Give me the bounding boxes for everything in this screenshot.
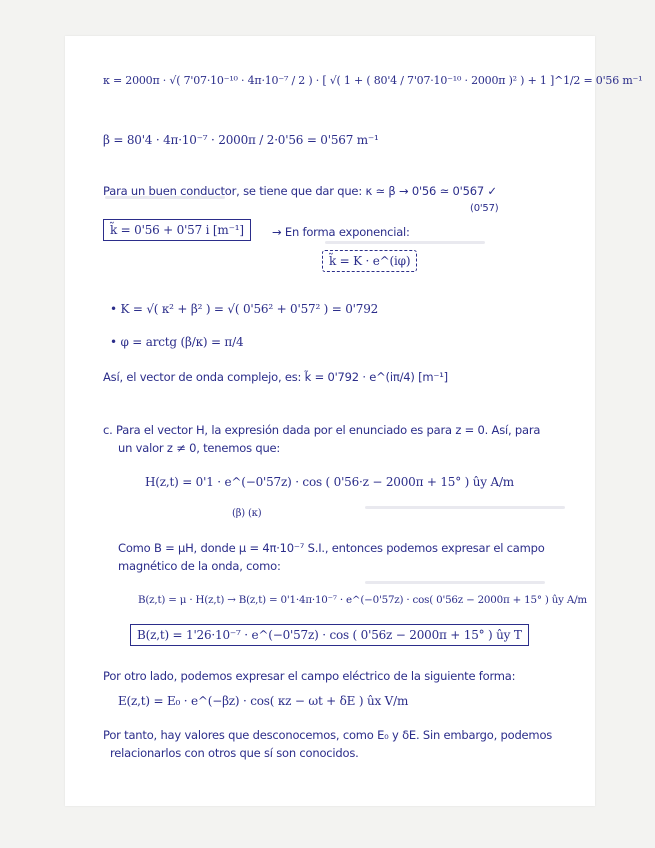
equation-H-field: H(z,t) = 0'1 · e^(−0'57z) · cos ( 0'56·z − 2000π + 15° ) ûy A/m	[145, 475, 514, 489]
text-final-line2: relacionarlos con otros que sí son conocidos.	[110, 746, 359, 760]
bleed-mark	[325, 241, 485, 244]
note-057: (0'57)	[470, 203, 499, 214]
boxed-B-field: B(z,t) = 1'26·10⁻⁷ · e^(−0'57z) · cos ( 0'56z − 2000π + 15° ) ûy T	[130, 624, 529, 646]
equation-B-field: B(z,t) = μ · H(z,t) → B(z,t) = 0'1·4π·10⁻⁷ · e^(−0'57z) · cos( 0'56z − 2000π + 15° ) ûy A/m	[138, 594, 587, 606]
notebook-page	[65, 36, 595, 806]
equation-kappa: κ = 2000π · √( 7'07·10⁻¹⁰ · 4π·10⁻⁷ / 2 ) · [ √( 1 + ( 80'4 / 7'07·10⁻¹⁰ · 2000π )² ) + 1 ]^1/2 = 0'56 m⁻¹	[103, 74, 643, 87]
equation-phi: • φ = arctg (β/κ) = π/4	[110, 335, 244, 349]
dashed-k-exponential: k̃ = K · e^(iφ)	[322, 250, 417, 272]
equation-beta: β = 80'4 · 4π·10⁻⁷ · 2000π / 2·0'56 = 0'567 m⁻¹	[103, 133, 379, 147]
boxed-k-complex: k̃ = 0'56 + 0'57 i [m⁻¹]	[103, 219, 251, 241]
text-final-line1: Por tanto, hay valores que desconocemos, como E₀ y δE. Sin embargo, podemos	[103, 728, 553, 742]
text-complex-wave-vector: Así, el vector de onda complejo, es: k̃ = 0'792 · e^(iπ/4) [m⁻¹]	[103, 370, 448, 384]
equation-K-magnitude: • K = √( κ² + β² ) = √( 0'56² + 0'57² ) = 0'792	[110, 302, 379, 316]
text-B-line1: Como B = μH, donde μ = 4π·10⁻⁷ S.I., entonces podemos expresar el campo	[118, 541, 545, 555]
text-exponential-form: → En forma exponencial:	[272, 225, 410, 239]
text-B-line2: magnético de la onda, como:	[118, 559, 281, 573]
text-E-intro: Por otro lado, podemos expresar el campo eléctrico de la siguiente forma:	[103, 669, 516, 683]
part-c-line2: un valor z ≠ 0, tenemos que:	[118, 441, 281, 455]
part-c-line1: c. Para el vector H, la expresión dada por el enunciado es para z = 0. Así, para	[103, 423, 541, 437]
bleed-mark	[365, 581, 545, 584]
text-good-conductor: Para un buen conductor, se tiene que dar que: κ ≃ β → 0'56 ≃ 0'567 ✓	[103, 184, 497, 198]
bleed-mark	[365, 506, 565, 509]
labels-beta-kappa: (β) (κ)	[232, 508, 262, 519]
equation-E-field: E(z,t) = E₀ · e^(−βz) · cos( κz − ωt + δE ) ûx V/m	[118, 694, 409, 708]
